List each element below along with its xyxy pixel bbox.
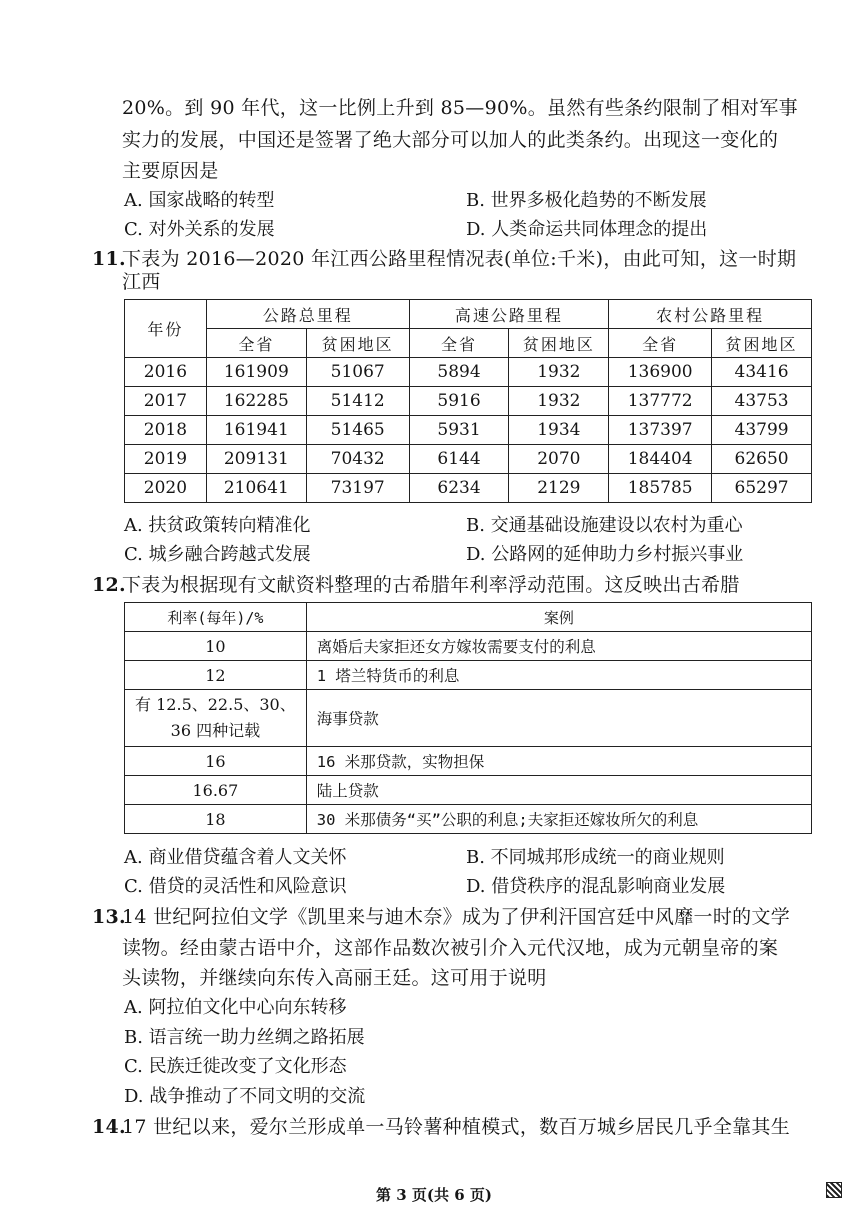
table-cell: 2018: [125, 416, 207, 445]
table-row: [125, 776, 812, 805]
rate-cell: 10: [125, 632, 307, 661]
table-cell: 136900: [609, 358, 712, 387]
q12-text-line-1: 下表为根据现有文献资料整理的古希腊年利率浮动范围。这反映出古希腊: [122, 574, 740, 596]
table-row: [125, 632, 812, 661]
q13-text-line-3: 头读物，并继续向东传入高丽王廷。这可用于说明: [122, 967, 547, 989]
q13-option-d: D. 战争推动了不同文明的交流: [124, 1086, 366, 1107]
table-cell: 2016: [125, 358, 207, 387]
q13-text-line-2: 读物。经由蒙古语中介，这部作品数次被引介入元代汉地，成为元朝皇帝的案: [122, 937, 779, 959]
rate-cell: 16: [125, 747, 307, 776]
table-cell: 51412: [306, 387, 409, 416]
table-cell: 51067: [306, 358, 409, 387]
subheader: 贫困地区: [306, 329, 409, 358]
rate-cell: 18: [125, 805, 307, 834]
q10-text-line-1: 20%。到 90 年代，这一比例上升到 85—90%。虽然有些条约限制了相对军事: [122, 97, 798, 119]
case-header: 案例: [306, 603, 811, 632]
table-cell: 1932: [509, 358, 609, 387]
case-cell: 1 塔兰特货币的利息: [306, 661, 811, 690]
table-cell: 43753: [712, 387, 812, 416]
table-cell: 5894: [409, 358, 509, 387]
q13-option-b: B. 语言统一助力丝绸之路拓展: [124, 1027, 365, 1048]
table-cell: 6234: [409, 474, 509, 503]
q11-option-d: D. 公路网的延伸助力乡村振兴事业: [466, 544, 744, 565]
table-row: [125, 358, 812, 387]
q11-text-line-1: 下表为 2016—2020 年江西公路里程情况表(单位:千米)，由此可知，这一时期: [122, 248, 797, 270]
highway-mileage-table: [124, 299, 812, 503]
q11-option-a: A. 扶贫政策转向精准化: [124, 515, 311, 536]
table-row: [125, 474, 812, 503]
case-cell: 海事贷款: [306, 690, 811, 747]
table-cell: 2070: [509, 445, 609, 474]
q10-option-c: C. 对外关系的发展: [124, 219, 275, 240]
table-row: [125, 747, 812, 776]
table-row: [125, 445, 812, 474]
rate-cell-line-1: 有 12.5、22.5、30、: [135, 695, 296, 714]
table-cell: 70432: [306, 445, 409, 474]
table-cell: 161941: [206, 416, 306, 445]
q13-option-a: A. 阿拉伯文化中心向东转移: [124, 997, 347, 1018]
table-row: [125, 690, 812, 747]
table-cell: 1934: [509, 416, 609, 445]
subheader: 贫困地区: [712, 329, 812, 358]
q12-option-c: C. 借贷的灵活性和风险意识: [124, 876, 347, 897]
q10-option-b: B. 世界多极化趋势的不断发展: [466, 190, 707, 211]
table-cell: 5916: [409, 387, 509, 416]
table-cell: 184404: [609, 445, 712, 474]
q12-option-b: B. 不同城邦形成统一的商业规则: [466, 847, 725, 868]
table-cell: 73197: [306, 474, 409, 503]
group-header-expressway: 高速公路里程: [409, 300, 609, 329]
group-header-rural: 农村公路里程: [609, 300, 812, 329]
q11-text-line-2: 江西: [122, 271, 161, 293]
q10-text-line-3: 主要原因是: [122, 160, 219, 182]
q11-option-b: B. 交通基础设施建设以农村为重心: [466, 515, 743, 536]
table-cell: 2017: [125, 387, 207, 416]
q10-option-a: A. 国家战略的转型: [124, 190, 275, 211]
q14-number: 14.: [92, 1116, 126, 1138]
qr-code-icon: [826, 1182, 842, 1198]
rate-header: 利率(每年)/%: [125, 603, 307, 632]
table-cell: 1932: [509, 387, 609, 416]
table-cell: 2129: [509, 474, 609, 503]
subheader: 贫困地区: [509, 329, 609, 358]
subheader: 全省: [409, 329, 509, 358]
q12-number: 12.: [92, 574, 126, 596]
table-cell: 2019: [125, 445, 207, 474]
case-cell: 离婚后夫家拒还女方嫁妆需要支付的利息: [306, 632, 811, 661]
case-cell: 30 米那债务“买”公职的利息;夫家拒还嫁妆所欠的利息: [306, 805, 811, 834]
q10-option-d: D. 人类命运共同体理念的提出: [466, 219, 708, 240]
case-cell: 16 米那贷款，实物担保: [306, 747, 811, 776]
table-cell: 62650: [712, 445, 812, 474]
table-cell: 209131: [206, 445, 306, 474]
subheader: 全省: [609, 329, 712, 358]
case-cell: 陆上贷款: [306, 776, 811, 805]
subheader: 全省: [206, 329, 306, 358]
rate-cell: 12: [125, 661, 307, 690]
q11-number: 11.: [92, 248, 126, 270]
q10-text-line-2: 实力的发展，中国还是签署了绝大部分可以加人的此类条约。出现这一变化的: [122, 129, 779, 151]
table-cell: 51465: [306, 416, 409, 445]
q13-number: 13.: [92, 906, 126, 928]
rate-cell: 16.67: [125, 776, 307, 805]
q12-option-d: D. 借贷秩序的混乱影响商业发展: [466, 876, 726, 897]
table-cell: 43799: [712, 416, 812, 445]
table-cell: 161909: [206, 358, 306, 387]
table-row: [125, 805, 812, 834]
group-header-total: 公路总里程: [206, 300, 409, 329]
table-cell: 162285: [206, 387, 306, 416]
rate-cell: [125, 690, 307, 747]
table-row: [125, 387, 812, 416]
table-cell: 6144: [409, 445, 509, 474]
table-cell: 137772: [609, 387, 712, 416]
q12-option-a: A. 商业借贷蕴含着人文关怀: [124, 847, 347, 868]
table-cell: 2020: [125, 474, 207, 503]
q13-text-line-1: 14 世纪阿拉伯文学《凯里来与迪木奈》成为了伊利汗国宫廷中风靡一时的文学: [122, 906, 791, 928]
q11-option-c: C. 城乡融合跨越式发展: [124, 544, 311, 565]
table-row: [125, 661, 812, 690]
table-cell: 65297: [712, 474, 812, 503]
q13-option-c: C. 民族迁徙改变了文化形态: [124, 1056, 347, 1077]
rate-cell-line-2: 36 四种记载: [170, 721, 261, 740]
table-cell: 137397: [609, 416, 712, 445]
interest-rate-table: [124, 602, 812, 834]
table-cell: 43416: [712, 358, 812, 387]
year-header: 年份: [125, 300, 207, 358]
q14-text-line-1: 17 世纪以来，爱尔兰形成单一马铃薯种植模式，数百万城乡居民几乎全靠其生: [122, 1116, 791, 1138]
table-row: [125, 416, 812, 445]
table-cell: 210641: [206, 474, 306, 503]
table-cell: 5931: [409, 416, 509, 445]
page-number: 第 3 页(共 6 页): [376, 1186, 492, 1204]
table-cell: 185785: [609, 474, 712, 503]
